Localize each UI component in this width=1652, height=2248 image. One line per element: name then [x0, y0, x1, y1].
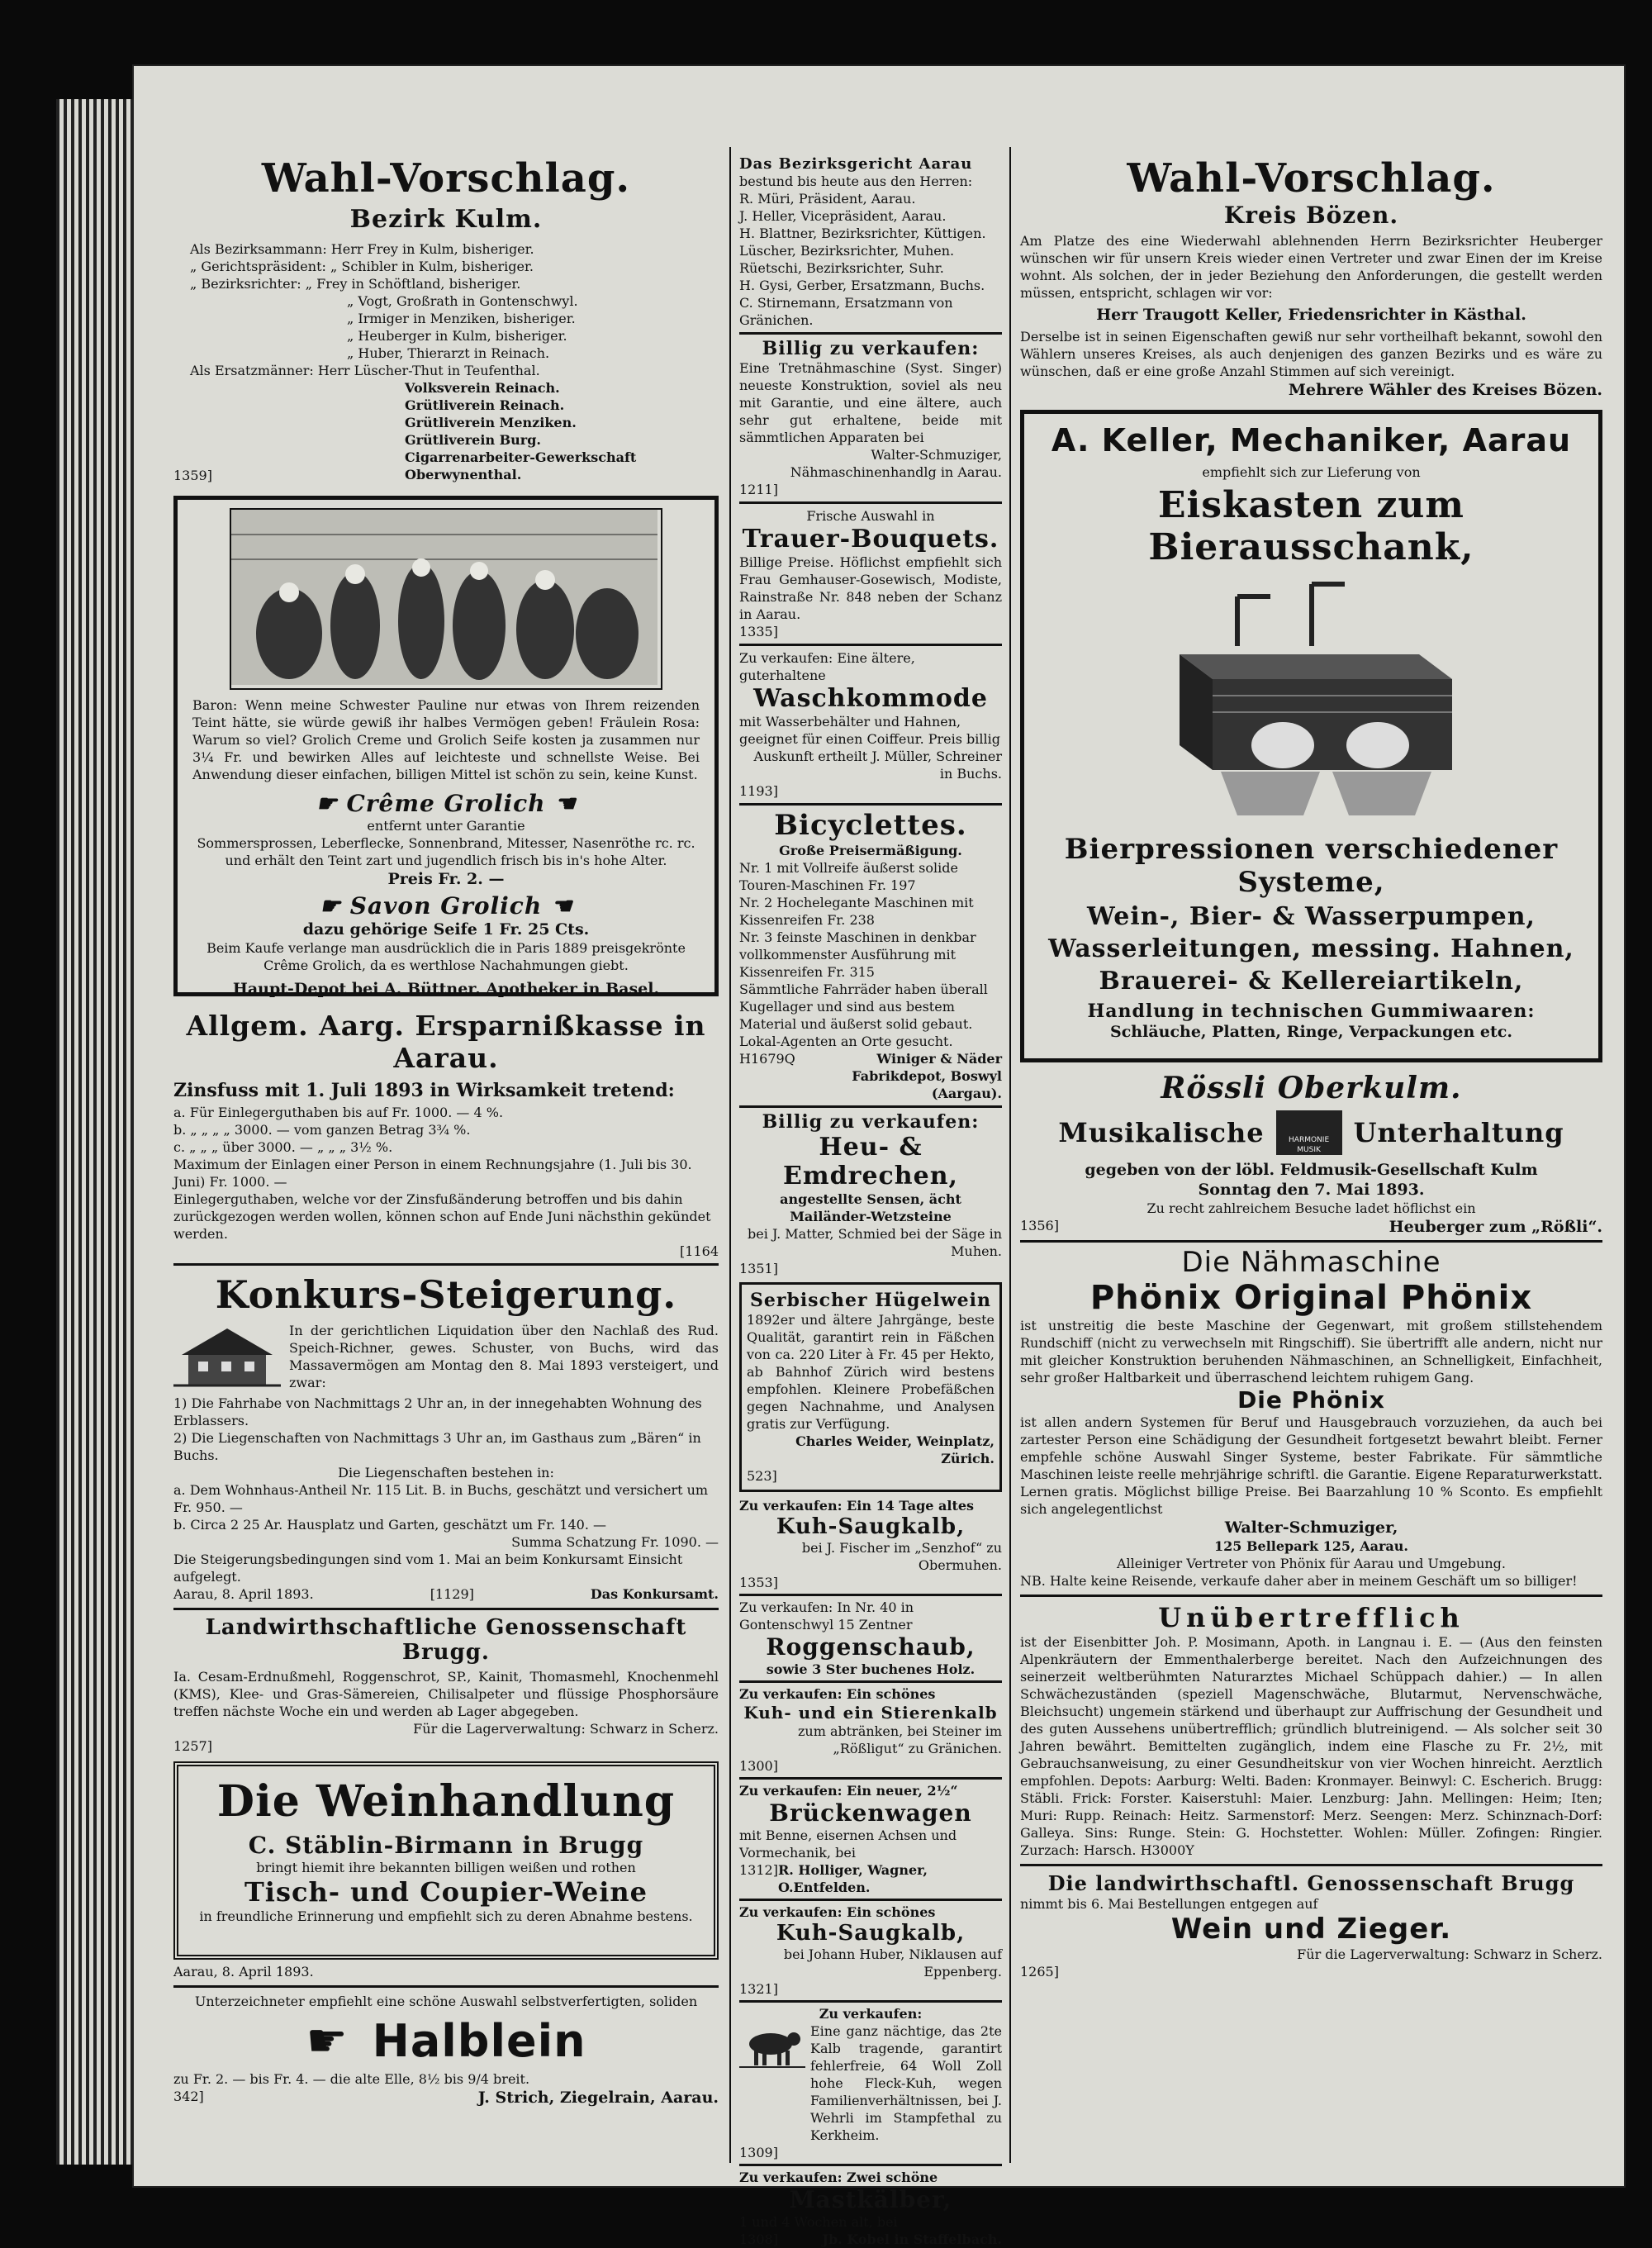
- serb-ad: [739, 1282, 1002, 1492]
- keller-line4: Brauerei- & Kellereiartikeln,: [1099, 967, 1524, 996]
- harmonie-badge: HARMONIE MUSIK: [1276, 1110, 1342, 1155]
- wein-text: in freundliche Erinnerung und empfiehlt sich zu deren Abnahme bestens.: [199, 1908, 693, 1924]
- spar-line: b. „ „ „ „ 3000. — vom ganzen Betrag 3¾ %.: [173, 1122, 471, 1138]
- kuh2-pre: Zu verkaufen: Ein schönes: [739, 1904, 936, 1920]
- serb-text: 1892er und ältere Jahrgänge, beste Qualität, garantirt rein in Fäßchen von ca. 220 Liter à Fr. 45 per Hekto, ab Bahnhof Zürich wird bestens empfohlen. Kleinere Probefäßchen gegen Nachnahme, und Analysen gratis zur Verfügung.: [747, 1312, 995, 1432]
- keller-big: Eiskasten zum Bierausschank,: [1148, 484, 1474, 568]
- naeh-text: ist unstreitig die beste Maschine der Gegenwart, mit großem stillstehendem Rundschiff (nicht zu verwechseln mit Ringschiff). Sie übertrifft alle andern, nicht nur mit gleicher Konstruktion beruhenden Nähmaschinen, an Schnelligkeit, Einfachheit, sehr großer Haltbarkeit und überraschend leichtem ruhigem Gang.: [1020, 1318, 1602, 1385]
- stier-pre: Zu verkaufen: Ein schönes: [739, 1686, 936, 1702]
- bicy-line: Nr. 2 Hochelegante Maschinen mit Kissenreifen Fr. 238: [739, 895, 974, 928]
- separator: [173, 1608, 719, 1610]
- bicy-line: Nr. 1 mit Vollreife äußerst solide Touren-Maschinen Fr. 197: [739, 860, 958, 893]
- wahl-line: Cigarrenarbeiter-Gewerkschaft Oberwynenthal.: [405, 449, 637, 482]
- konk-item: a. Dem Wohnhaus-Antheil Nr. 115 Lit. B. in Buchs, geschätzt und versichert um Fr. 950. —: [173, 1482, 709, 1515]
- billig1-number: 1211]: [739, 482, 778, 497]
- wahl2-text: Am Platze des eine Wiederwahl ablehnenden Herrn Bezirksrichter Heuberger wünschen wir für unsern Kreis wieder einen Vertreter und zwar Einen der im Kreise wohnt. Als solchen, der in jeder Beziehung den Anforderungen, die gestellt werden müssen, entspricht, schlagen wir vor:: [1020, 233, 1602, 301]
- savon-title: [192, 892, 700, 920]
- gericht-line: R. Müri, Präsident, Aarau.: [739, 191, 916, 207]
- wasch-number: 1193]: [739, 783, 778, 799]
- unub-text: ist der Eisenbitter Joh. P. Mosimann, Apoth. in Langnau i. E. — (Aus den feinsten Alpenkräutern der Emmenthalerberge bereitet. Nach den Aufzeichnungen des seinerzeit weltberühmten Naturarztes Michael Schüppach dahier.) — In allen Schwächezuständen (speziell Magenschwäche, Blutarmut, Nervenschwäche, Bleichsucht) ungemein stärkend und überhaupt zur Auffrischung der Gesundheit und des guten Aussehens unübertrefflich; gründlich blutreinigend. — Als solcher seit 30 Jahren bewährt. Bemittelten zugänglich, indem eine Flasche zu Fr. 2½, mit Gebrauchsanweisung, zu einer Gesundheitskur von vier Wochen hinreicht. Aerztlich empfohlen. Depots: Aarburg: Welti. Baden: Kronmayer. Beinwyl: C. Escherich. Brugg: Stäbli. Frick: Forster. Kaiserstuhl: Maier. Lenzburg: Jahn. Mellingen: Heim; Iten; Muri: Rupp. Reinach: Heitz. Sarmenstorf: Merz. Seengen: Merz. Schinznach-Dorf: Galleya. Sins: Runge. Stein: G. Hochstetter. Wohlen: Müller. Zofingen: Ringier. Zurzach: Harsch. H3000Y: [1020, 1634, 1602, 1858]
- bicy-footer: [739, 1050, 1002, 1102]
- rossli-mus2: Unterhaltung: [1353, 1117, 1564, 1148]
- spar-title: Allgem. Aarg. Ersparnißkasse in Aarau.: [186, 1010, 706, 1074]
- mast-pre: Zu verkaufen: Zwei schöne: [739, 2170, 938, 2185]
- rossli-headline: [1020, 1110, 1602, 1155]
- heu-number: 1351]: [739, 1261, 778, 1276]
- billig1-text: Eine Tretnähmaschine (Syst. Singer) neueste Konstruktion, soviel als neu mit Garantie, und eine ältere, auch sehr gut erhaltene, beide mit sämmtlichen Apparaten bei: [739, 360, 1002, 445]
- wahl2-name: Herr Traugott Keller, Friedensrichter in Kästhal.: [1096, 306, 1526, 324]
- separator: [739, 501, 1002, 504]
- konk-item: 1) Die Fahrhabe von Nachmittags 2 Uhr an, in der innegehabten Wohnung des Erblassers.: [173, 1395, 702, 1428]
- column-divider-2: [1009, 147, 1011, 2163]
- wahl-line: Volksverein Reinach.: [405, 380, 560, 396]
- wahl2-title: Wahl-Vorschlag.: [1127, 155, 1496, 202]
- ballroom-engraving: [230, 508, 662, 690]
- halb-sign: J. Strich, Ziegelrain, Aarau.: [477, 2089, 719, 2107]
- wahl2-text2: Derselbe ist in seinen Eigenschaften gewiß nur sehr vortheilhaft bekannt, sowohl den Wählern unseres Kreises, als auch denjenigen des ganzen Bezirks und es wäre zu wünschen, daß er eine große Anzahl Stimmen auf sich vereinigt.: [1020, 329, 1602, 379]
- wahl-subtitle: Bezirk Kulm.: [349, 205, 543, 234]
- rossli-sign: Heuberger zum „Rößli“.: [1389, 1218, 1602, 1236]
- genos-sub: nimmt bis 6. Mai Bestellungen entgegen auf: [1020, 1896, 1318, 1912]
- naeh-title: Die Nähmaschine: [1181, 1246, 1441, 1279]
- konk-place: Aarau, 8. April 1893.: [173, 1586, 314, 1602]
- unub-title: Unübertrefflich: [1158, 1602, 1464, 1633]
- wein-ad: [173, 1761, 719, 1960]
- wasch-pre: Zu verkaufen: Eine ältere, guterhaltene: [739, 650, 915, 683]
- naeh-nb: NB. Halte keine Reisende, verkaufe daher aber in meinem Geschäft um so billiger!: [1020, 1573, 1578, 1589]
- gericht-line: H. Gysi, Gerber, Ersatzmann, Buchs.: [739, 278, 985, 293]
- wahl-line: Als Bezirksammann: Herr Frey in Kulm, bisheriger.: [190, 241, 534, 257]
- halb-title: Halblein: [372, 2015, 586, 2067]
- creme-subtitle: entfernt unter Garantie: [367, 818, 525, 834]
- gericht-line: J. Heller, Vicepräsident, Aarau.: [739, 208, 947, 224]
- kuh3-text: Eine ganz nächtige, das 2te Kalb tragende, garantirt fehlerfreie, 64 Woll Zoll hohe Fleck-Kuh, wegen Familienverhältnissen, bei J. Wehrli im Stampfethal zu Kerkheim.: [810, 2023, 1002, 2143]
- mast-title: Mastkälber,: [789, 2186, 952, 2213]
- separator: [1020, 1595, 1602, 1597]
- wahl-line: „ Vogt, Großrath in Gontenschwyl.: [347, 293, 578, 309]
- genos-footer: Für die Lagerverwaltung: Schwarz in Scherz.: [1297, 1946, 1602, 1962]
- separator: [739, 1680, 1002, 1683]
- halb-headline: [173, 2015, 719, 2067]
- keller-line6: Schläuche, Platten, Ringe, Verpackungen etc.: [1110, 1023, 1512, 1041]
- kuh1-title: Kuh-Saugkalb,: [776, 1514, 966, 1539]
- separator: [173, 1985, 719, 1988]
- column-1: [173, 155, 719, 2171]
- bicy-line: Nr. 3 feinste Maschinen in denkbar vollkommenster Ausführung mit Kissenreifen Fr. 315: [739, 929, 976, 980]
- gericht-line: H. Blattner, Bezirksrichter, Küttigen.: [739, 226, 986, 241]
- grolich-dialogue: Baron: Wenn meine Schwester Pauline nur etwas von Ihrem reizenden Teint hätte, sie würde gewiß ihr halbes Vermögen geben! Fräulein Rosa: Warum so viel? Grolich Creme und Grolich Seife kosten ja zusammen nur 3¼ Fr. und bewirken Alles auf leichteste und schnellste Weise. Bei Anwendung dieser einfachen, billigen Mittel ist schön zu sein, keine Kunst.: [192, 697, 700, 782]
- heu-sub: angestellte Sensen, ächt Mailänder-Wetzsteine: [780, 1191, 961, 1224]
- wahl-line: „ Bezirksrichter: „ Frey in Schöftland, bisheriger.: [190, 276, 521, 292]
- keller-title: A. Keller, Mechaniker, Aarau: [1051, 422, 1572, 459]
- konk-item: 2) Die Liegenschaften von Nachmittags 3 Uhr an, im Gasthaus zum „Bären“ in Buchs.: [173, 1430, 701, 1463]
- konk-item: b. Circa 2 25 Ar. Hausplatz und Garten, geschätzt um Fr. 140. —: [173, 1517, 607, 1533]
- wahl-line: „ Huber, Thierarzt in Reinach.: [347, 345, 550, 361]
- cow-icon: [739, 2022, 805, 2144]
- landw-title: Landwirthschaftliche Genossenschaft Brugg.: [205, 1615, 687, 1665]
- rossli-text: Zu recht zahlreichem Besuche ladet höflichst ein: [1146, 1200, 1476, 1216]
- genos-number: 1265]: [1020, 1964, 1059, 1979]
- wahl-line: „ Heuberger in Kulm, bisheriger.: [347, 328, 567, 344]
- wein-big: Tisch- und Coupier-Weine: [244, 1876, 648, 1908]
- bruck-title: Brückenwagen: [769, 1799, 972, 1827]
- wasch-title: Waschkommode: [753, 684, 988, 713]
- pointing-hand-icon: ☛: [316, 790, 347, 817]
- mast-footer: [739, 2231, 1002, 2248]
- kuh2-number: 1321]: [739, 1981, 778, 1997]
- wahl2-subtitle: Kreis Bözen.: [1223, 202, 1399, 229]
- naeh-addr: 125 Bellepark 125, Aarau.: [1214, 1538, 1408, 1554]
- bruck-number: 1312]: [739, 1862, 778, 1878]
- wahl-line: Grütliverein Menziken.: [405, 415, 577, 430]
- kuh1-number: 1353]: [739, 1575, 778, 1590]
- wein-firm: C. Stäblin-Birmann in Brugg: [248, 1832, 644, 1859]
- bruck-pre: Zu verkaufen: Ein neuer, 2½“: [739, 1783, 958, 1799]
- bruck-footer: [739, 1861, 1002, 1896]
- landw-text: Ia. Cesam-Erdnußmehl, Roggenschrot, SP., Kainit, Thomasmehl, Knochenmehl (KMS), Klee- und Gras-Sämereien, Chilisalpeter und flüssige Phosphorsäure treffen nächste Woche ein und werden ab Lager abgegeben.: [173, 1669, 719, 1719]
- savon-depot: Haupt-Depot bei A. Büttner, Apotheker in Basel.: [232, 980, 660, 998]
- konk-number: [1129]: [430, 1586, 474, 1602]
- bicy-line: Sämmtliche Fahrräder haben überall Kugellager und sind aus bestem Material und äußerst solid gebaut.: [739, 981, 988, 1032]
- column-3: [1020, 155, 1602, 2171]
- page-stack-edge: [56, 99, 135, 2165]
- rossli-sub: gegeben von der löbl. Feldmusik-Gesellschaft Kulm: [1085, 1161, 1538, 1179]
- halb-footer: [173, 2088, 719, 2108]
- separator: [739, 1105, 1002, 1108]
- bicy-number: H1679Q: [739, 1051, 795, 1067]
- icebox-illustration: [1146, 580, 1477, 828]
- savon-text: Beim Kaufe verlange man ausdrücklich die in Paris 1889 preisgekrönte Crême Grolich, da es werthlose Nachahmungen giebt.: [206, 940, 686, 973]
- keller-sub: empfiehlt sich zur Lieferung von: [1202, 464, 1421, 480]
- konk-sign: Das Konkursamt.: [590, 1586, 719, 1602]
- konk-text: In der gerichtlichen Liquidation über den Nachlaß des Rud. Speich-Richner, gewes. Schuster, von Buchs, wird das Massavermögen am Montag den 8. Mai 1893 versteigert, und zwar:: [289, 1323, 719, 1390]
- wein-title: Die Weinhandlung: [216, 1776, 676, 1827]
- trauer-text: Billige Preise. Höflichst empfiehlt sich Frau Gemhauser-Gosewisch, Modiste, Rainstraße Nr. 848 neben der Schanz in Aarau.: [739, 554, 1002, 622]
- separator: [739, 1899, 1002, 1901]
- wahl-line: Als Ersatzmänner: Herr Lüscher-Thut in Teufenthal.: [190, 363, 540, 378]
- wahl-line: „ Gerichtspräsident: „ Schibler in Kulm, bisheriger.: [190, 259, 534, 274]
- heu-title: Billig zu verkaufen:: [762, 1111, 980, 1133]
- rog-sub: sowie 3 Ster buchenes Holz.: [766, 1661, 976, 1677]
- savon-subtitle: dazu gehörige Seife 1 Fr. 25 Cts.: [302, 920, 590, 939]
- mast-sign: Jb. Kobel in Staffelbach.: [822, 2231, 1002, 2247]
- rog-pre: Zu verkaufen: In Nr. 40 in Gontenschwyl 15 Zentner: [739, 1599, 914, 1633]
- separator: [739, 1594, 1002, 1596]
- keller-ad: [1020, 410, 1602, 1062]
- halb-text: Unterzeichneter empfiehlt eine schöne Auswahl selbstverfertigten, soliden: [194, 1994, 698, 2009]
- keller-line2: Wein-, Bier- & Wasserpumpen,: [1087, 902, 1536, 931]
- bicy-sub: Große Preisermäßigung.: [779, 843, 962, 858]
- savon-title-text: Savon Grolich: [349, 892, 543, 920]
- pointing-hand-icon: ☚: [545, 790, 577, 817]
- wahl-title: Wahl-Vorschlag.: [261, 155, 631, 202]
- keller-line1: Bierpressionen verschiedener Systeme,: [1064, 833, 1559, 899]
- kuh3-number: 1309]: [739, 2145, 778, 2160]
- wahl-list: [190, 240, 719, 483]
- bruck-sign: R. Holliger, Wagner, O.Entfelden.: [777, 1862, 928, 1895]
- kuh3-pre: Zu verkaufen:: [819, 2006, 923, 2022]
- wahl2-sign: Mehrere Wähler des Kreises Bözen.: [1288, 381, 1602, 399]
- billig1-sign: Walter-Schmuziger, Nähmaschinenhandlg in Aarau.: [790, 447, 1002, 480]
- bicy-title: Bicyclettes.: [774, 809, 967, 842]
- konk-item: Die Liegenschaften bestehen in:: [338, 1465, 554, 1480]
- konk-title: Konkurs-Steigerung.: [215, 1272, 677, 1317]
- genos-big: Wein und Zieger.: [1170, 1913, 1452, 1946]
- trauer-number: 1335]: [739, 624, 778, 639]
- wein-place: Aarau, 8. April 1893.: [173, 1964, 314, 1979]
- house-icon: [173, 1322, 281, 1391]
- rog-title: Roggenschaub,: [766, 1633, 976, 1661]
- spar-line: Einlegerguthaben, welche vor der Zinsfußänderung betroffen und bis dahin zurückgezogen werden wollen, können schon auf Ende Juni nächsthin gekündet werden.: [173, 1191, 711, 1242]
- newspaper-page: [132, 64, 1626, 2247]
- creme-title-text: Crême Grolich: [346, 790, 546, 817]
- grolich-ad: [173, 496, 719, 996]
- column-2: [739, 155, 1002, 2247]
- separator: [739, 2000, 1002, 2003]
- spar-line: a. Für Einlegerguthaben bis auf Fr. 1000. — 4 %.: [173, 1105, 504, 1120]
- separator: [739, 1777, 1002, 1780]
- billig1-title: Billig zu verkaufen:: [762, 338, 980, 359]
- naeh-text2: ist allen andern Systemen für Beruf und Hausgebrauch vorzuziehen, da auch bei zartester Person eine Schädigung der Gesundheit fortgesetzt bewahrt bleibt. Ferner empfehle schöne Auswahl Singer Systeme, bester Fabrikate. Für sämmtliche Maschinen leiste reelle mehrjährige schriftl. die Garantie. Eigene Reparaturwerkstatt. Lernen gratis. Möglichst billige Preise. Bei Baarzahlung 10 % Sconto. Es empfiehlt sich angelegentlichst: [1020, 1414, 1602, 1517]
- kuh2-title: Kuh-Saugkalb,: [776, 1921, 966, 1946]
- serb-number: 523]: [747, 1468, 777, 1484]
- stier-sign: zum abtränken, bei Steiner im „Rößligut“ zu Gränichen.: [797, 1723, 1002, 1756]
- serb-title: Serbischer Hügelwein: [749, 1290, 992, 1311]
- kuh3-body: [739, 2022, 1002, 2144]
- gericht-title: Das Bezirksgericht Aarau: [739, 155, 973, 173]
- bruck-text: mit Benne, eisernen Achsen und Vormechanik, bei: [739, 1827, 957, 1861]
- separator: [1020, 1864, 1602, 1866]
- landw-footer: Für die Lagerverwaltung: Schwarz in Scherz.: [413, 1721, 719, 1737]
- column-divider-1: [729, 147, 731, 2163]
- rossli-title: Rössli Oberkulm.: [1161, 1071, 1462, 1105]
- trauer-pre: Frische Auswahl in: [806, 508, 935, 524]
- konk-body: [173, 1322, 719, 1391]
- keller-line3: Wasserleitungen, messing. Hahnen,: [1048, 934, 1574, 963]
- rossli-footer: [1020, 1217, 1602, 1237]
- separator: [1020, 1240, 1602, 1243]
- keller-line5: Handlung in technischen Gummiwaaren:: [1087, 1000, 1536, 1022]
- pointing-hand-icon: ☛: [319, 892, 350, 920]
- gericht-line: Rüetschi, Bezirksrichter, Suhr.: [739, 260, 944, 276]
- naeh-sign: Walter-Schmuziger,: [1224, 1518, 1398, 1537]
- spar-line: c. „ „ „ über 3000. — „ „ „ 3½ %.: [173, 1139, 393, 1155]
- serb-sign: Charles Weider, Weinplatz, Zürich.: [795, 1433, 995, 1466]
- stier-title: Kuh- und ein Stierenkalb: [743, 1703, 998, 1723]
- stier-number: 1300]: [739, 1758, 778, 1774]
- creme-price: Preis Fr. 2. —: [387, 870, 505, 888]
- creme-title: [192, 790, 700, 817]
- spar-number: [1164: [680, 1243, 719, 1259]
- kuh1-sign: bei J. Fischer im „Senzhof“ zu Obermuhen.: [801, 1540, 1002, 1573]
- rossli-number: 1356]: [1020, 1218, 1059, 1233]
- rossli-date: Sonntag den 7. Mai 1893.: [1198, 1181, 1425, 1199]
- halb-price: zu Fr. 2. — bis Fr. 4. — die alte Elle, 8½ bis 9/4 breit.: [173, 2071, 530, 2087]
- separator: [173, 1263, 719, 1266]
- mast-number: 1308]: [739, 2231, 778, 2247]
- heu-sign: bei J. Matter, Schmied bei der Säge in Muhen.: [748, 1226, 1002, 1259]
- naeh-text3: Alleiniger Vertreter von Phönix für Aarau und Umgebung.: [1116, 1556, 1507, 1571]
- creme-text: Sommersprossen, Leberflecke, Sonnenbrand, Mitesser, Nasenröthe rc. rc. und erhält den Teint zart und jugendlich frisch bis in's hohe Alter.: [197, 835, 695, 868]
- wasch-sign: Auskunft ertheilt J. Müller, Schreiner in Buchs.: [753, 749, 1002, 782]
- mast-text: 1 und 4 Wochen alt, bei: [739, 2214, 898, 2230]
- spar-subtitle: Zinsfuss mit 1. Juli 1893 in Wirksamkeit tretend:: [173, 1080, 675, 1101]
- wein-sub: bringt hiemit ihre bekannten billigen weißen und rothen: [256, 1860, 636, 1875]
- kuh1-pre: Zu verkaufen: Ein 14 Tage altes: [739, 1498, 975, 1514]
- wasch-text: mit Wasserbehälter und Hahnen, geeignet für einen Coiffeur. Preis billig: [739, 714, 1000, 747]
- bicy-sign: Winiger & Näder Fabrikdepot, Boswyl (Aargau).: [852, 1051, 1002, 1101]
- gericht-sub: bestund bis heute aus den Herren:: [739, 173, 973, 189]
- rossli-mus1: Musikalische: [1058, 1117, 1265, 1148]
- pointing-hand-icon: ☚: [542, 892, 573, 920]
- halb-number: 342]: [173, 2089, 204, 2104]
- separator: [739, 644, 1002, 646]
- wahl-line: Grütliverein Burg.: [405, 432, 541, 448]
- wahl-number: 1359]: [173, 468, 212, 483]
- gericht-line: C. Stirnemann, Ersatzmann von Gränichen.: [739, 295, 953, 328]
- naeh-big: Phönix Original Phönix: [1089, 1279, 1533, 1317]
- landw-number: 1257]: [173, 1738, 212, 1754]
- naeh-sub: Die Phönix: [1237, 1386, 1385, 1414]
- separator: [739, 332, 1002, 335]
- konk-item: Summa Schatzung Fr. 1090. —: [511, 1534, 719, 1550]
- kuh2-sign: bei Johann Huber, Niklausen auf Eppenberg.: [783, 1946, 1002, 1979]
- separator: [739, 2164, 1002, 2166]
- konk-footer: [173, 1585, 719, 1603]
- wahl-line: Grütliverein Reinach.: [405, 397, 565, 413]
- bicy-line: Lokal-Agenten an Orte gesucht.: [739, 1034, 953, 1049]
- gericht-line: Lüscher, Bezirksrichter, Muhen.: [739, 243, 955, 259]
- wahl-line: „ Irmiger in Menziken, bisheriger.: [347, 311, 576, 326]
- heu-big: Heu- & Emdrechen,: [783, 1133, 958, 1191]
- pointing-hand-icon: ☛: [306, 2013, 348, 2068]
- konk-item: Die Steigerungsbedingungen sind vom 1. Mai an beim Konkursamt Einsicht aufgelegt.: [173, 1552, 683, 1585]
- separator: [739, 803, 1002, 806]
- trauer-title: Trauer-Bouquets.: [742, 525, 999, 554]
- spar-line: Maximum der Einlagen einer Person in einem Rechnungsjahre (1. Juli bis 30. Juni) Fr. 1000. —: [173, 1157, 692, 1190]
- genos-title: Die landwirthschaftl. Genossenschaft Brugg: [1047, 1871, 1575, 1895]
